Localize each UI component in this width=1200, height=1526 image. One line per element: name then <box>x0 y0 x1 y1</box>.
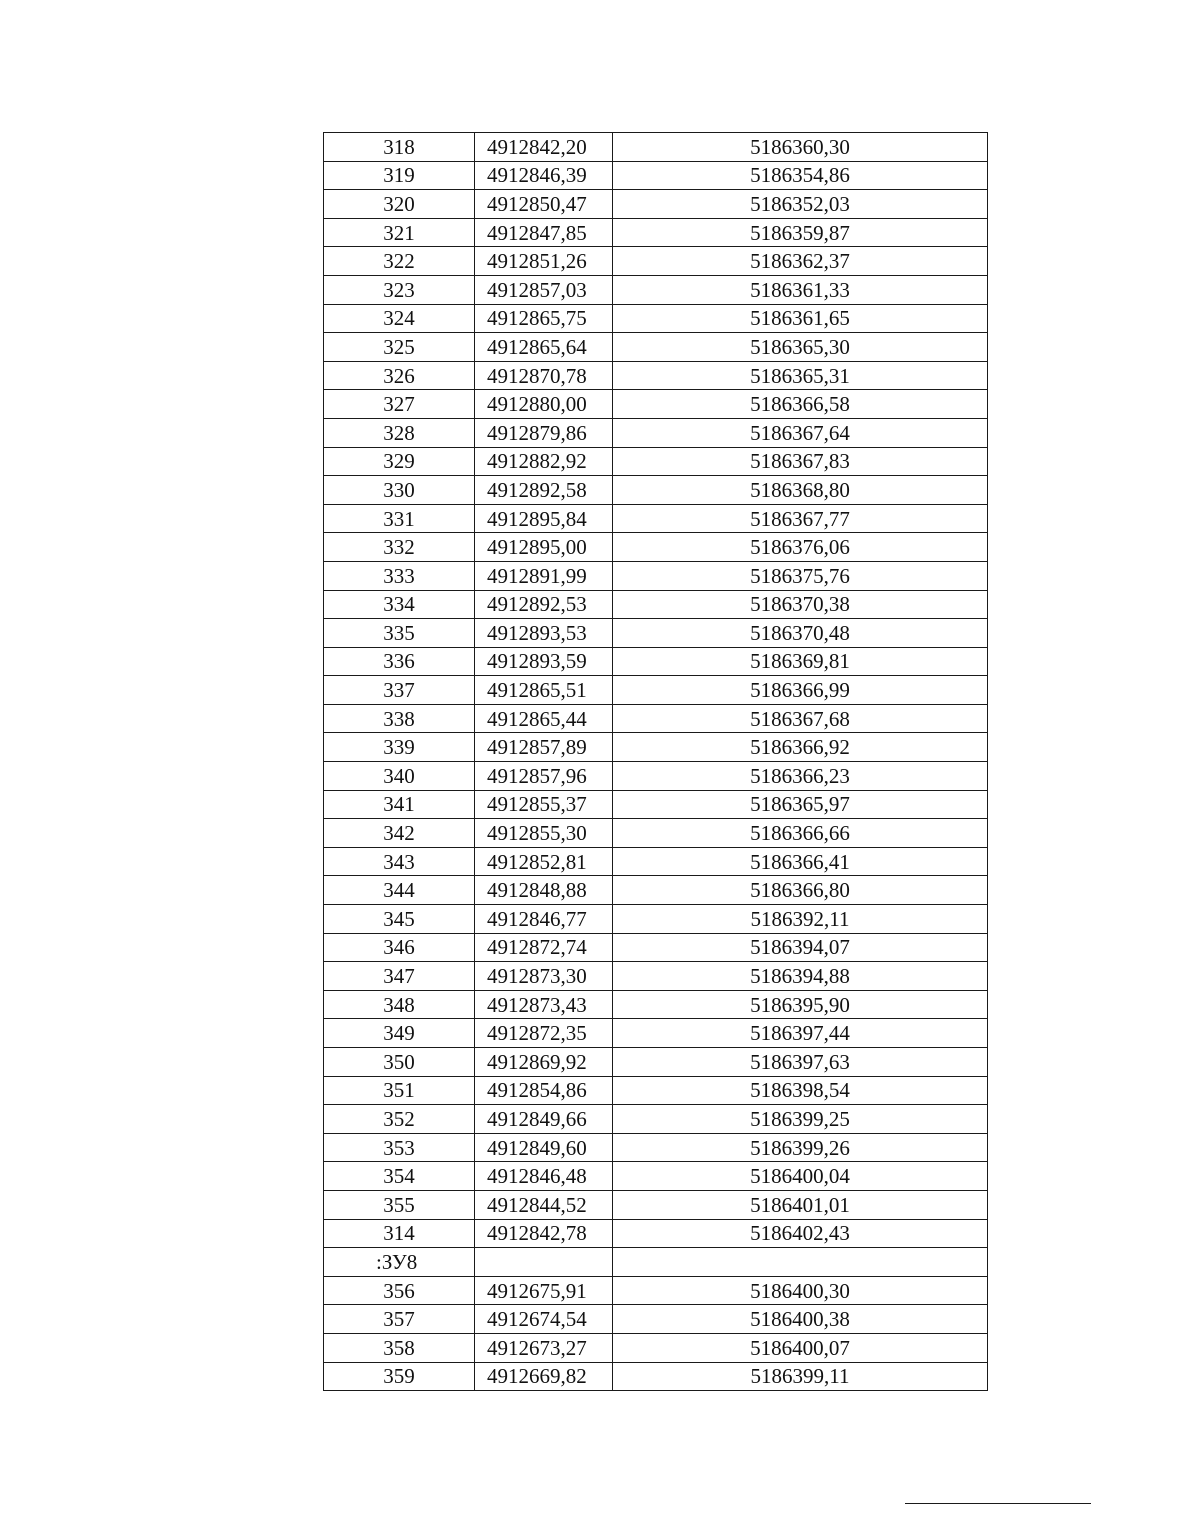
point-number-cell: 357 <box>324 1305 475 1334</box>
y-coordinate-cell: 5186401,01 <box>613 1190 988 1219</box>
table-row <box>324 1305 988 1334</box>
point-number-cell: 321 <box>324 218 475 247</box>
point-number-cell: 339 <box>324 733 475 762</box>
x-coordinate-cell: 4912847,85 <box>475 218 613 247</box>
y-coordinate-cell: 5186399,25 <box>613 1105 988 1134</box>
y-coordinate-cell: 5186367,77 <box>613 504 988 533</box>
table-row <box>324 447 988 476</box>
y-coordinate-cell: 5186367,68 <box>613 704 988 733</box>
x-coordinate-cell: 4912669,82 <box>475 1362 613 1391</box>
x-coordinate-cell: 4912851,26 <box>475 247 613 276</box>
table-row <box>324 1190 988 1219</box>
x-coordinate-cell: 4912855,30 <box>475 819 613 848</box>
table-row <box>324 676 988 705</box>
y-coordinate-cell: 5186366,58 <box>613 390 988 419</box>
point-number-cell: 343 <box>324 847 475 876</box>
y-coordinate-cell: 5186399,26 <box>613 1133 988 1162</box>
x-coordinate-cell: 4912893,53 <box>475 619 613 648</box>
point-number-cell: 338 <box>324 704 475 733</box>
x-coordinate-cell: 4912880,00 <box>475 390 613 419</box>
point-number-cell: 335 <box>324 619 475 648</box>
y-coordinate-cell: 5186402,43 <box>613 1219 988 1248</box>
x-coordinate-cell: 4912852,81 <box>475 847 613 876</box>
x-coordinate-cell: 4912849,66 <box>475 1105 613 1134</box>
table-row <box>324 533 988 562</box>
y-coordinate-cell: 5186395,90 <box>613 990 988 1019</box>
point-number-cell: 327 <box>324 390 475 419</box>
table-row <box>324 1133 988 1162</box>
x-coordinate-cell: 4912849,60 <box>475 1133 613 1162</box>
y-coordinate-cell: 5186400,30 <box>613 1276 988 1305</box>
table-row <box>324 218 988 247</box>
table-row <box>324 190 988 219</box>
table-row <box>324 504 988 533</box>
point-number-cell: 347 <box>324 962 475 991</box>
point-number-cell: 320 <box>324 190 475 219</box>
point-number-cell: 341 <box>324 790 475 819</box>
table-row <box>324 133 988 162</box>
y-coordinate-cell: 5186366,80 <box>613 876 988 905</box>
point-number-cell: 333 <box>324 561 475 590</box>
x-coordinate-cell: 4912895,00 <box>475 533 613 562</box>
x-coordinate-cell: 4912675,91 <box>475 1276 613 1305</box>
y-coordinate-cell: 5186398,54 <box>613 1076 988 1105</box>
table-row <box>324 1048 988 1077</box>
x-coordinate-cell: 4912857,96 <box>475 762 613 791</box>
point-number-cell: 325 <box>324 333 475 362</box>
point-number-cell: 359 <box>324 1362 475 1391</box>
point-number-cell: 350 <box>324 1048 475 1077</box>
x-coordinate-cell: 4912865,75 <box>475 304 613 333</box>
y-coordinate-cell: 5186359,87 <box>613 218 988 247</box>
point-number-cell: 323 <box>324 275 475 304</box>
x-coordinate-cell: 4912895,84 <box>475 504 613 533</box>
table-row <box>324 418 988 447</box>
point-number-cell: 328 <box>324 418 475 447</box>
footer-rule <box>905 1503 1091 1504</box>
point-number-cell: 351 <box>324 1076 475 1105</box>
y-coordinate-cell: 5186354,86 <box>613 161 988 190</box>
point-number-cell: 330 <box>324 476 475 505</box>
point-number-cell: 318 <box>324 133 475 162</box>
table-row <box>324 847 988 876</box>
table-row <box>324 1276 988 1305</box>
table-row <box>324 990 988 1019</box>
y-coordinate-cell: 5186400,38 <box>613 1305 988 1334</box>
table-row <box>324 933 988 962</box>
section-header-row <box>324 1248 988 1277</box>
table-row <box>324 361 988 390</box>
x-coordinate-cell: 4912855,37 <box>475 790 613 819</box>
point-number-cell: 334 <box>324 590 475 619</box>
point-number-cell: 344 <box>324 876 475 905</box>
table-row <box>324 476 988 505</box>
table-row <box>324 161 988 190</box>
table-row <box>324 304 988 333</box>
point-number-cell: 342 <box>324 819 475 848</box>
y-coordinate-cell: 5186376,06 <box>613 533 988 562</box>
table-row <box>324 819 988 848</box>
y-coordinate-cell: 5186367,64 <box>613 418 988 447</box>
x-coordinate-cell: 4912870,78 <box>475 361 613 390</box>
y-coordinate-cell: 5186365,97 <box>613 790 988 819</box>
y-coordinate-cell: 5186397,44 <box>613 1019 988 1048</box>
point-number-cell: 314 <box>324 1219 475 1248</box>
table-row <box>324 1162 988 1191</box>
y-coordinate-cell: 5186365,30 <box>613 333 988 362</box>
table-row <box>324 1362 988 1391</box>
y-coordinate-cell: 5186362,37 <box>613 247 988 276</box>
y-coordinate-cell: 5186397,63 <box>613 1048 988 1077</box>
point-number-cell: 319 <box>324 161 475 190</box>
table-row <box>324 876 988 905</box>
coordinates-table <box>323 132 988 1391</box>
y-coordinate-cell: 5186352,03 <box>613 190 988 219</box>
x-coordinate-cell: 4912842,20 <box>475 133 613 162</box>
table-row <box>324 333 988 362</box>
table-row <box>324 1219 988 1248</box>
x-coordinate-cell: 4912673,27 <box>475 1333 613 1362</box>
y-coordinate-cell: 5186399,11 <box>613 1362 988 1391</box>
y-coordinate-cell: 5186361,65 <box>613 304 988 333</box>
y-coordinate-cell: 5186367,83 <box>613 447 988 476</box>
point-number-cell: 331 <box>324 504 475 533</box>
table-row <box>324 905 988 934</box>
y-coordinate-cell: 5186360,30 <box>613 133 988 162</box>
table-row <box>324 1333 988 1362</box>
table-row <box>324 1076 988 1105</box>
point-number-cell: 345 <box>324 905 475 934</box>
x-coordinate-cell: 4912879,86 <box>475 418 613 447</box>
point-number-cell: 358 <box>324 1333 475 1362</box>
point-number-cell: 356 <box>324 1276 475 1305</box>
x-coordinate-cell: 4912842,78 <box>475 1219 613 1248</box>
y-coordinate-cell: 5186366,23 <box>613 762 988 791</box>
table-row <box>324 590 988 619</box>
y-coordinate-cell: 5186394,07 <box>613 933 988 962</box>
x-coordinate-cell: 4912882,92 <box>475 447 613 476</box>
table-row <box>324 390 988 419</box>
x-coordinate-cell: 4912846,48 <box>475 1162 613 1191</box>
y-coordinate-cell: 5186400,07 <box>613 1333 988 1362</box>
table-row <box>324 762 988 791</box>
x-coordinate-cell: 4912850,47 <box>475 190 613 219</box>
table-row <box>324 962 988 991</box>
y-coordinate-cell: 5186392,11 <box>613 905 988 934</box>
x-coordinate-cell: 4912846,39 <box>475 161 613 190</box>
point-number-cell: 337 <box>324 676 475 705</box>
point-number-cell: 340 <box>324 762 475 791</box>
point-number-cell: 354 <box>324 1162 475 1191</box>
point-number-cell: 324 <box>324 304 475 333</box>
x-coordinate-cell: 4912893,59 <box>475 647 613 676</box>
table-row <box>324 275 988 304</box>
table-row <box>324 561 988 590</box>
x-coordinate-cell <box>475 1248 613 1277</box>
y-coordinate-cell: 5186370,48 <box>613 619 988 648</box>
point-number-cell: 348 <box>324 990 475 1019</box>
x-coordinate-cell: 4912892,53 <box>475 590 613 619</box>
y-coordinate-cell: 5186370,38 <box>613 590 988 619</box>
x-coordinate-cell: 4912865,64 <box>475 333 613 362</box>
point-number-cell: 353 <box>324 1133 475 1162</box>
y-coordinate-cell: 5186366,99 <box>613 676 988 705</box>
coordinates-table-body <box>324 133 988 1391</box>
point-number-cell: 352 <box>324 1105 475 1134</box>
x-coordinate-cell: 4912865,51 <box>475 676 613 705</box>
point-number-cell: 349 <box>324 1019 475 1048</box>
point-number-cell: 322 <box>324 247 475 276</box>
x-coordinate-cell: 4912891,99 <box>475 561 613 590</box>
x-coordinate-cell: 4912873,43 <box>475 990 613 1019</box>
point-number-cell: 329 <box>324 447 475 476</box>
table-row <box>324 619 988 648</box>
y-coordinate-cell <box>613 1248 988 1277</box>
x-coordinate-cell: 4912872,74 <box>475 933 613 962</box>
table-row <box>324 1019 988 1048</box>
point-number-cell: 346 <box>324 933 475 962</box>
x-coordinate-cell: 4912848,88 <box>475 876 613 905</box>
point-number-cell: :ЗУ8 <box>324 1248 475 1277</box>
y-coordinate-cell: 5186394,88 <box>613 962 988 991</box>
x-coordinate-cell: 4912869,92 <box>475 1048 613 1077</box>
y-coordinate-cell: 5186369,81 <box>613 647 988 676</box>
point-number-cell: 336 <box>324 647 475 676</box>
table-row <box>324 1105 988 1134</box>
x-coordinate-cell: 4912844,52 <box>475 1190 613 1219</box>
y-coordinate-cell: 5186368,80 <box>613 476 988 505</box>
x-coordinate-cell: 4912865,44 <box>475 704 613 733</box>
y-coordinate-cell: 5186366,41 <box>613 847 988 876</box>
x-coordinate-cell: 4912846,77 <box>475 905 613 934</box>
x-coordinate-cell: 4912857,89 <box>475 733 613 762</box>
y-coordinate-cell: 5186361,33 <box>613 275 988 304</box>
table-row <box>324 790 988 819</box>
table-row <box>324 247 988 276</box>
y-coordinate-cell: 5186366,66 <box>613 819 988 848</box>
x-coordinate-cell: 4912892,58 <box>475 476 613 505</box>
x-coordinate-cell: 4912674,54 <box>475 1305 613 1334</box>
x-coordinate-cell: 4912857,03 <box>475 275 613 304</box>
point-number-cell: 332 <box>324 533 475 562</box>
table-row <box>324 647 988 676</box>
point-number-cell: 326 <box>324 361 475 390</box>
x-coordinate-cell: 4912873,30 <box>475 962 613 991</box>
y-coordinate-cell: 5186400,04 <box>613 1162 988 1191</box>
y-coordinate-cell: 5186366,92 <box>613 733 988 762</box>
y-coordinate-cell: 5186365,31 <box>613 361 988 390</box>
y-coordinate-cell: 5186375,76 <box>613 561 988 590</box>
table-row <box>324 704 988 733</box>
point-number-cell: 355 <box>324 1190 475 1219</box>
x-coordinate-cell: 4912872,35 <box>475 1019 613 1048</box>
x-coordinate-cell: 4912854,86 <box>475 1076 613 1105</box>
table-row <box>324 733 988 762</box>
